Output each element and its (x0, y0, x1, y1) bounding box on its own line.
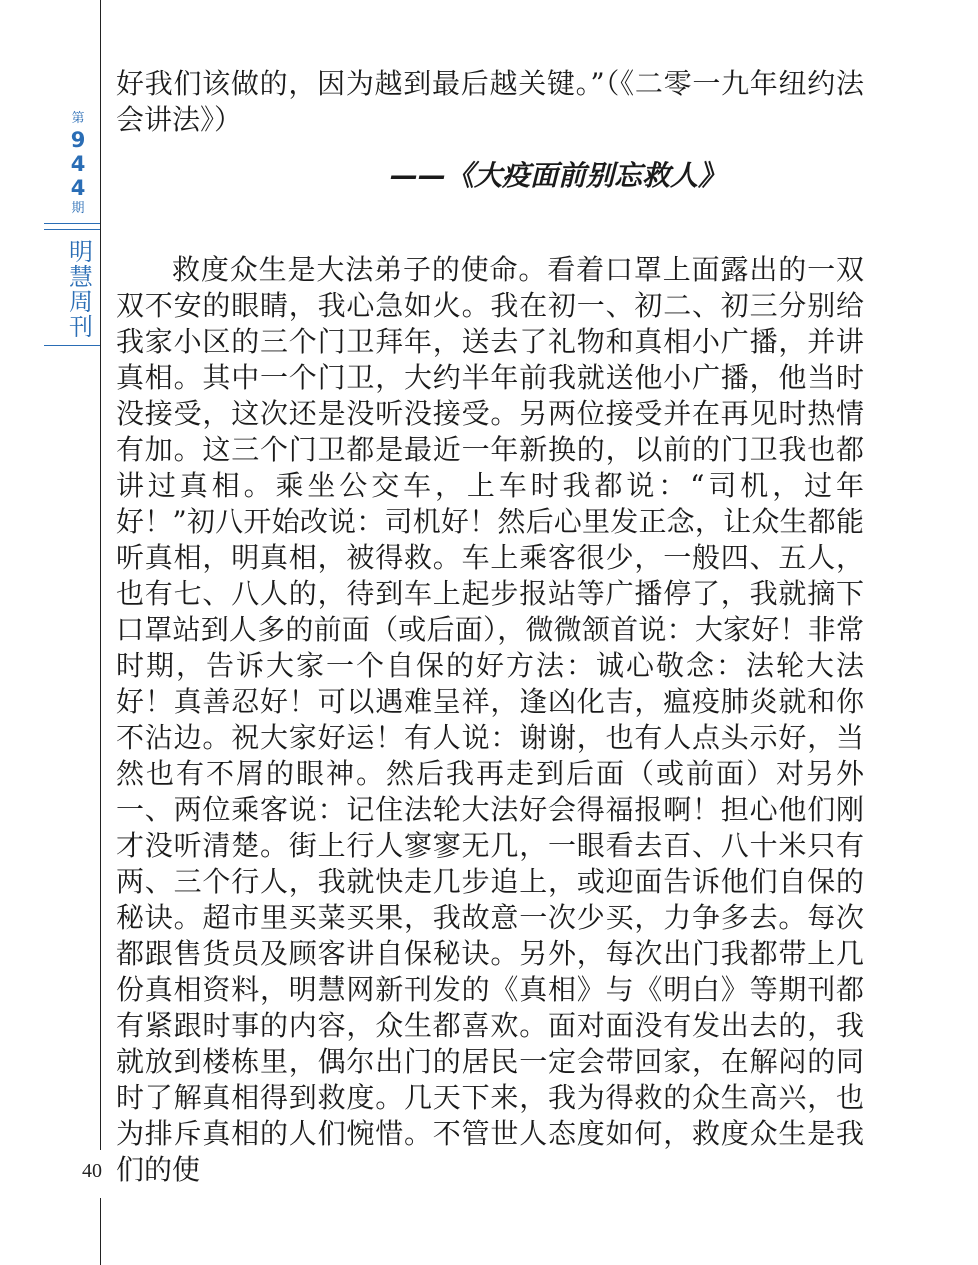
margin-line-lower (100, 1198, 101, 1265)
issue-suffix: 期 (71, 201, 85, 216)
brand-char: 慧 (69, 263, 93, 291)
divider-rule (44, 223, 100, 224)
intro-quote: 好我们该做的，因为越到最后越关键。”（《二零一九年纽约法会讲法》） (116, 67, 864, 136)
brand-char: 刊 (69, 313, 93, 341)
issue-digit-2: 4 (70, 152, 86, 176)
divider-rule (44, 345, 100, 346)
brand-char: 周 (69, 288, 93, 316)
issue-digit-1: 9 (70, 128, 86, 152)
body-paragraph: 救度众生是大法弟子的使命。看着口罩上面露出的一双双不安的眼睛，我心急如火。我在初一、初二、初三分别给我家小区的三个门卫拜年，送去了礼物和真相小广播，并讲真相。其中一个门卫，大约半年前我就送他小广播，他当时没接受，这次还是没听没接受。另两位接受并在再见时热情有加。这三个门卫都是最近一年新换的，以前的门卫我也都讲过真相。乘坐公交车，上车时我都说：“司机，过年好！”初八开始改说：司机好！然后心里发正念，让众生都能听真相，明真相，被得救。车上乘客很少，一般四、五人，也有七、八人的，待到车上起步报站等广播停了，我就摘下口罩站到人多的前面（或后面），微微颔首说：大家好！非常时期，告诉大家一个自保的好方法：诚心敬念：法轮大法好！真善忍好！可以遇难呈祥，逢凶化吉，瘟疫肺炎就和你不沾边。祝大家好运！有人说：谢谢，也有人点头示好，当然也有不屑的眼神。然后我再走到后面（或前面）对另外一、两位乘客说：记住法轮大法好会得福报啊！担心他们刚才没听清楚。街上行人寥寥无几，一眼看去百、八十米只有两、三个行人，我就快走几步追上，或迎面告诉他们自保的秘诀。超市里买菜买果，我故意一次少买，力争多去。每次都跟售货员及顾客讲自保秘诀。另外，每次出门我都带上几份真相资料，明慧网新刊发的《真相》与《明白》等期刊都有紧跟时事的内容，众生都喜欢。面对面没有发出去的，我就放到楼栋里，偶尔出门的居民一定会带回家，在解闷的同时了解真相得到救度。几天下来，我为得救的众生高兴，也为排斥真相的人们惋惜。不管世人态度如何，救度众生是我们的使 (116, 253, 864, 1186)
divider-rule (44, 229, 100, 230)
publication-name (64, 240, 98, 340)
issue-number (58, 110, 98, 218)
article-content (116, 66, 864, 1188)
page-sidebar (0, 0, 102, 1265)
margin-line-upper (100, 0, 101, 1150)
page-number: 40 (82, 1160, 102, 1182)
quote-attribution: ——《大疫面前别忘救人》 (389, 159, 726, 192)
issue-digit-3: 4 (70, 176, 86, 200)
brand-char: 明 (69, 238, 93, 266)
issue-prefix: 第 (71, 111, 85, 126)
